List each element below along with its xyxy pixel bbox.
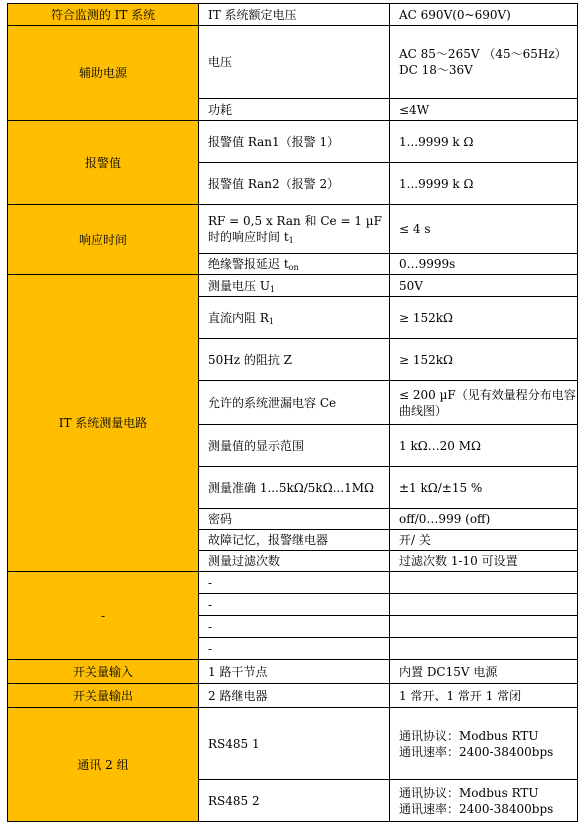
value-cell: ±1 kΩ/±15 % — [390, 467, 578, 509]
value-cell: AC 690V(0~690V) — [390, 4, 578, 26]
param-cell — [199, 275, 390, 297]
param-text: 绝缘警报延迟 t — [208, 257, 289, 271]
category-cell: 开关量输出 — [8, 684, 199, 708]
value-cell: ≤ 4 s — [390, 205, 578, 254]
param-cell: - — [199, 616, 390, 638]
table-row — [8, 708, 578, 780]
value-cell — [390, 708, 578, 780]
param-text: 测量电压 U — [208, 278, 270, 293]
param-cell: RS485 2 — [199, 780, 390, 822]
category-cell: 响应时间 — [8, 205, 199, 275]
value-cell: 内置 DC15V 电源 — [390, 660, 578, 684]
table-row — [8, 572, 578, 594]
table-row — [8, 4, 578, 26]
subscript: on — [288, 263, 299, 272]
table-row — [8, 275, 578, 297]
value-cell: 开/ 关 — [390, 530, 578, 551]
value-cell — [390, 594, 578, 616]
value-cell: 50V — [390, 275, 578, 297]
value-cell: 1 kΩ…20 MΩ — [390, 425, 578, 467]
param-cell: IT 系统额定电压 — [199, 4, 390, 26]
param-cell: 测量值的显示范围 — [199, 425, 390, 467]
value-cell: ≥ 152kΩ — [390, 297, 578, 339]
value-line: DC 18～36V — [399, 63, 473, 77]
value-line: 通讯速率：2400-38400bps — [399, 744, 554, 759]
param-cell: 测量准确 1...5kΩ/5kΩ...1MΩ — [199, 467, 390, 509]
value-cell — [390, 780, 578, 822]
param-cell: 功耗 — [199, 99, 390, 121]
value-line: 通讯速率：2400-38400bps — [399, 801, 554, 816]
value-cell: 1 常开、1 常开 1 常闭 — [390, 684, 578, 708]
value-cell: ≤4W — [390, 99, 578, 121]
table-row — [8, 26, 578, 99]
subscript: 1 — [269, 284, 276, 294]
category-cell: 开关量输入 — [8, 660, 199, 684]
param-text: 直流内阻 R — [208, 310, 269, 325]
param-cell: 报警值 Ran2（报警 2） — [199, 163, 390, 205]
param-cell: - — [199, 638, 390, 660]
value-line: AC 85～265V （45～65Hz） — [399, 47, 567, 61]
param-cell: 报警值 Ran1（报警 1） — [199, 121, 390, 163]
param-text: 时的响应时间 t — [208, 230, 289, 244]
param-cell: 故障记忆，报警继电器 — [199, 530, 390, 551]
category-cell: - — [8, 572, 199, 660]
value-cell — [390, 638, 578, 660]
value-cell: 0…9999s — [390, 254, 578, 275]
param-cell: 50Hz 的阻抗 Z — [199, 339, 390, 381]
table-row — [8, 660, 578, 684]
category-cell: IT 系统测量电路 — [8, 275, 199, 572]
value-cell: ≤ 200 µF（见有效量程分布电容曲线图） — [390, 381, 578, 425]
param-cell: 电压 — [199, 26, 390, 99]
param-cell: 密码 — [199, 509, 390, 530]
value-line: 通讯协议：Modbus RTU — [399, 728, 539, 743]
category-cell: 通讯 2 组 — [8, 708, 199, 822]
value-cell: 1...9999 k Ω — [390, 163, 578, 205]
subscript: 1 — [288, 236, 294, 245]
value-cell: off/0…999 (off) — [390, 509, 578, 530]
param-cell: RS485 1 — [199, 708, 390, 780]
param-cell — [199, 254, 390, 275]
category-cell: 符合监测的 IT 系统 — [8, 4, 199, 26]
param-line — [208, 229, 389, 245]
param-cell: 允许的系统泄漏电容 Ce — [199, 381, 390, 425]
param-cell — [199, 297, 390, 339]
subscript: 1 — [268, 316, 274, 326]
value-line: 通讯协议：Modbus RTU — [399, 785, 539, 800]
category-cell: 辅助电源 — [8, 26, 199, 121]
value-cell — [390, 616, 578, 638]
param-line: RF = 0,5 x Ran 和 Ce = 1 µF — [208, 214, 382, 228]
param-cell: 1 路干节点 — [199, 660, 390, 684]
table-row — [8, 121, 578, 163]
spec-table — [7, 3, 578, 822]
param-cell: 测量过滤次数 — [199, 551, 390, 572]
value-cell — [390, 572, 578, 594]
table-row — [8, 684, 578, 708]
param-cell: - — [199, 572, 390, 594]
category-cell: 报警值 — [8, 121, 199, 205]
table-row — [8, 205, 578, 254]
value-cell — [390, 26, 578, 99]
param-cell — [199, 205, 390, 254]
value-cell: 1...9999 k Ω — [390, 121, 578, 163]
value-cell: ≥ 152kΩ — [390, 339, 578, 381]
value-cell: 过滤次数 1-10 可设置 — [390, 551, 578, 572]
param-cell: 2 路继电器 — [199, 684, 390, 708]
param-cell: - — [199, 594, 390, 616]
